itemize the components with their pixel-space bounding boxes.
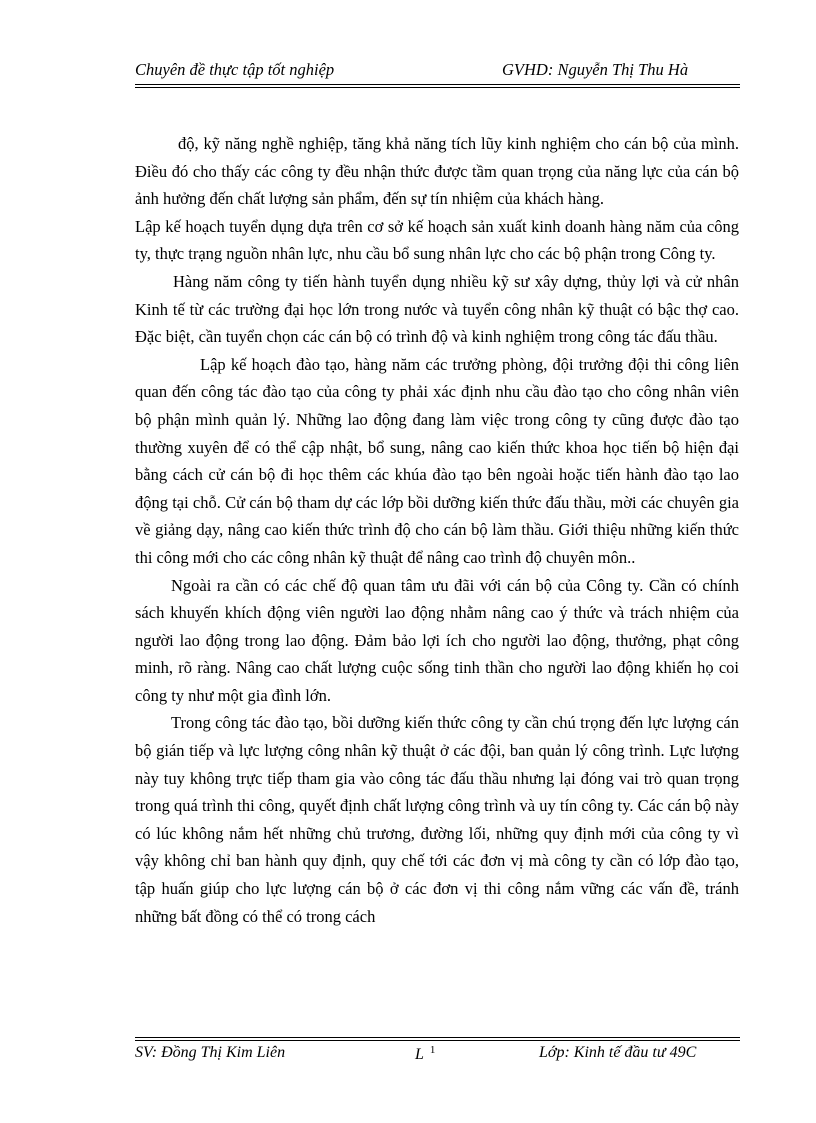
page-header [135,60,740,82]
document-body [135,130,739,930]
footer-mark-letter: L [415,1046,424,1063]
paragraph: độ, kỹ năng nghề nghiệp, tăng khả năng tích lũy kinh nghiệm cho cán bộ của mình. Điều đó cho thấy các công ty đều nhận thức được tầm quan trọng của năng lực của cán bộ ảnh hưởng đến chất lượng sản phẩm, đến sự tín nhiệm của khách hàng. [135,134,739,209]
paragraph: Lập kế hoạch tuyển dụng dựa trên cơ sở kế hoạch sản xuất kinh doanh hàng năm của công ty, thực trạng nguồn nhân lực, nhu cầu bổ sung nhân lực cho các bộ phận trong Công ty. [135,216,739,264]
page-number: 1 [429,1044,436,1056]
page-footer [135,1044,740,1066]
paragraph: Trong công tác đào tạo, bồi dưỡng kiến thức công ty cần chú trọng đến lực lượng cán bộ gián tiếp và lực lượng công nhân kỹ thuật ở các đội, ban quản lý công trình. Lực lượng này tuy không trực tiếp tham gia vào công tác đấu thầu nhưng lại đóng vai trò quan trọng trong quá trình thi công, quyết định chất lượng công trình và uy tín công ty. Các cán bộ này có lúc không nắm hết những chủ trương, đường lối, những quy định mới của công ty vì vậy không chỉ ban hành quy định, quy chế tới các đơn vị mà công ty cần có lớp đào tạo, tập huấn giúp cho lực lượng cán bộ ở các đơn vị thi công nắm vững các vấn đề, tránh những bất đồng có thể có trong cách [135,713,739,926]
paragraph: Hàng năm công ty tiến hành tuyển dụng nhiều kỹ sư xây dựng, thủy lợi và cử nhân Kinh tế từ các trường đại học lớn trong nước và tuyển công nhân kỹ thuật có bậc thợ cao. Đặc biệt, cần tuyển chọn các cán bộ có trình độ và kinh nghiệm trong công tác đấu thầu. [135,271,739,347]
header-title: Chuyên đề thực tập tốt nghiệp [135,60,335,79]
paragraph: Ngoài ra cần có các chế độ quan tâm ưu đãi với cán bộ của Công ty. Cần có chính sách khuyến khích động viên người lao động nhằm nâng cao ý thức và trách nhiệm của người lao động trong lao động. Đảm bảo lợi ích cho người lao động, thưởng, phạt công minh, rõ ràng. Nâng cao chất lượng cuộc sống tinh thần cho người lao động khiến họ coi công ty như một gia đình lớn. [135,575,739,705]
paragraph: Lập kế hoạch đào tạo, hàng năm các trưởng phòng, đội trưởng đội thi công liên quan đến công tác đào tạo của công ty phải xác định nhu cầu đào tạo cho công nhân viên bộ phận mình quản lý. Những lao động đang làm việc trong công ty cũng được đào tạo thường xuyên để có thể cập nhật, bổ sung, nâng cao kiến thức khoa học tiến bộ hiện đại bằng cách cử cán bộ đi học thêm các khúa đào tạo bên ngoài hoặc tiến hành đào tạo lao động tại chỗ. Cử cán bộ tham dự các lớp bồi dưỡng kiến thức đấu thầu, mời các chuyên gia về giảng dạy, nâng cao kiến thức trình độ cho cán bộ làm thầu. Giới thiệu những kiến thức thi công mới cho các công nhân kỹ thuật để nâng cao trình độ chuyên môn.. [135,354,739,567]
footer-rule [135,1037,740,1041]
footer-class: Lớp: Kinh tế đầu tư 49C [539,1044,697,1061]
header-rule [135,84,740,88]
footer-mark [415,1044,435,1064]
header-advisor: GVHD: Nguyễn Thị Thu Hà [502,60,689,79]
footer-student: SV: Đồng Thị Kim Liên [135,1044,286,1061]
